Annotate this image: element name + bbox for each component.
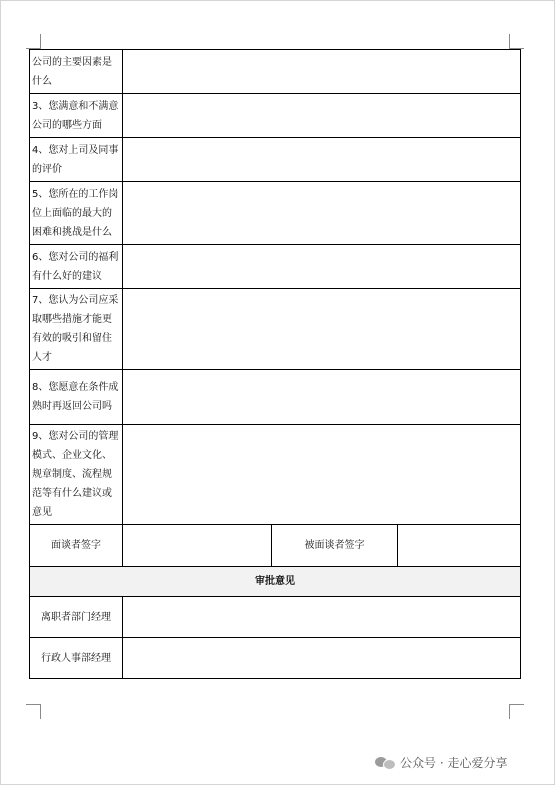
- dept-manager-label: 离职者部门经理: [30, 597, 123, 638]
- hr-manager-label: 行政人事部经理: [30, 638, 123, 679]
- corner-mark-top-left: [26, 34, 41, 49]
- answer-cell[interactable]: [123, 425, 521, 525]
- question-label: 9、您对公司的管理模式、企业文化、规章制度、流程规范等有什么建议或意见: [30, 425, 123, 525]
- corner-mark-bottom-right: [509, 704, 524, 719]
- interviewer-signature-label: 面谈者签字: [30, 525, 123, 567]
- watermark-text: 公众号 · 走心爱分享: [400, 755, 508, 770]
- hr-manager-opinion-field[interactable]: [123, 638, 521, 679]
- question-label: 7、您认为公司应采取哪些措施才能更有效的吸引和留住人才: [30, 289, 123, 370]
- signature-row: [30, 525, 521, 567]
- interviewee-signature-field[interactable]: [398, 525, 521, 567]
- answer-cell[interactable]: [123, 182, 521, 245]
- corner-mark-top-right: [509, 34, 524, 49]
- watermark: [375, 750, 507, 774]
- question-label: 8、您愿意在条件成熟时再返回公司吗: [30, 370, 123, 425]
- answer-cell[interactable]: [123, 245, 521, 289]
- question-label: 5、您所在的工作岗位上面临的最大的困难和挑战是什么: [30, 182, 123, 245]
- question-label: 公司的主要因素是什么: [30, 50, 123, 94]
- answer-cell[interactable]: [123, 138, 521, 182]
- corner-mark-bottom-left: [26, 704, 41, 719]
- question-label: 3、您满意和不满意公司的哪些方面: [30, 94, 123, 138]
- table-row: [30, 182, 521, 245]
- wechat-icon: [375, 755, 394, 769]
- answer-cell[interactable]: [123, 50, 521, 94]
- table-row: [30, 638, 521, 679]
- interviewee-signature-label: 被面谈者签字: [272, 525, 398, 567]
- answer-cell[interactable]: [123, 289, 521, 370]
- interviewer-signature-field[interactable]: [123, 525, 272, 567]
- table-row: [30, 94, 521, 138]
- section-header-row: [30, 567, 521, 597]
- dept-manager-opinion-field[interactable]: [123, 597, 521, 638]
- exit-interview-table: [29, 49, 521, 679]
- answer-cell[interactable]: [123, 370, 521, 425]
- table-row: [30, 370, 521, 425]
- table-row: [30, 289, 521, 370]
- table-row: [30, 245, 521, 289]
- table-row: [30, 138, 521, 182]
- table-row: [30, 597, 521, 638]
- table-row: [30, 50, 521, 94]
- question-label: 6、您对公司的福利有什么好的建议: [30, 245, 123, 289]
- question-label: 4、您对上司及同事的评价: [30, 138, 123, 182]
- answer-cell[interactable]: [123, 94, 521, 138]
- table-row: [30, 425, 521, 525]
- approval-section-title: 审批意见: [30, 567, 521, 597]
